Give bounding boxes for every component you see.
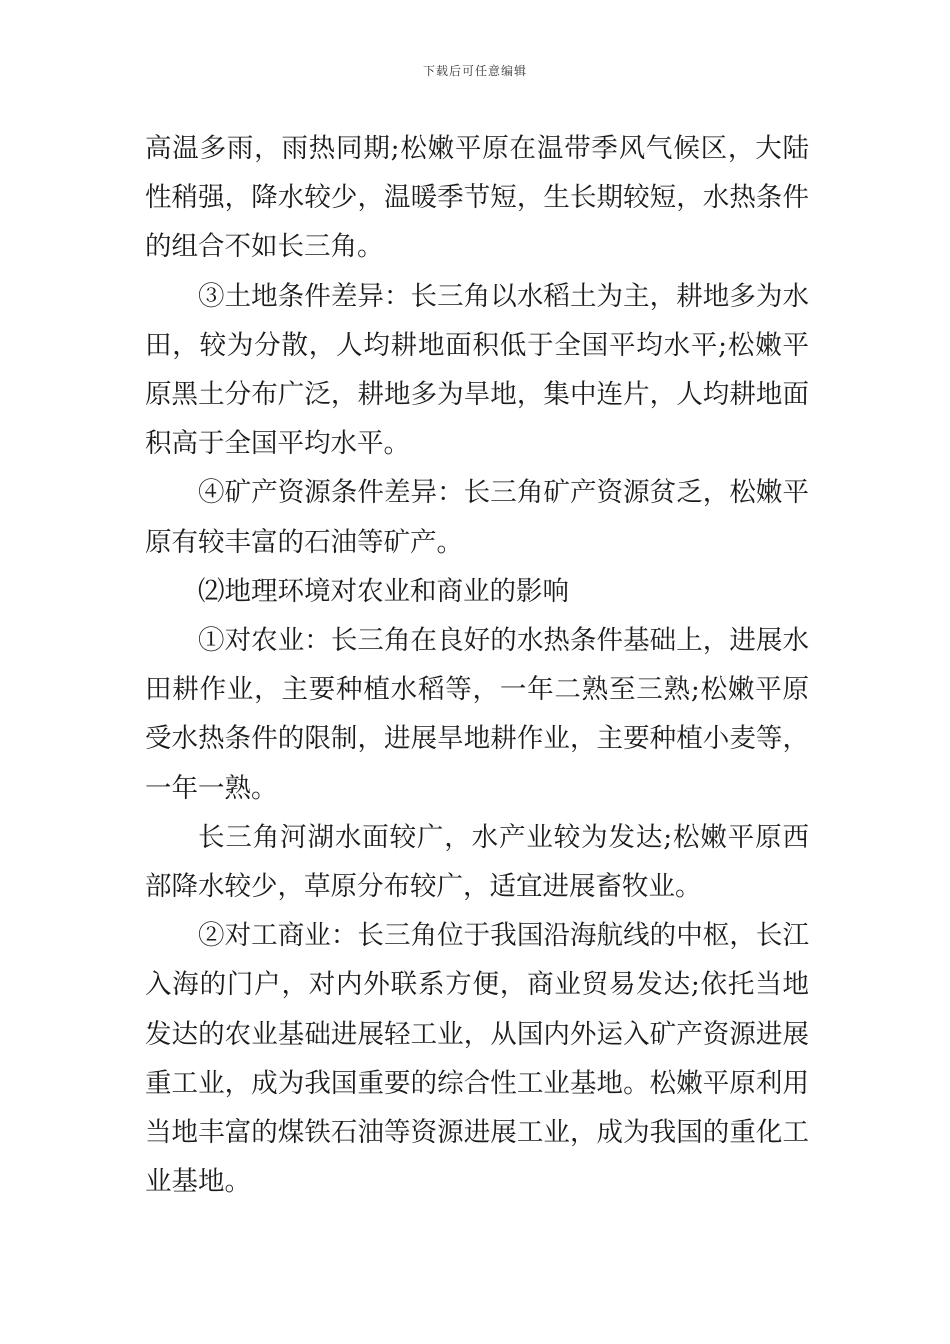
paragraph-fisheries-livestock: 长三角河湖水面较广，水产业较为发达;松嫩平原西部降水较少，草原分布较广，适宜进展畜牧业。 xyxy=(145,821,809,903)
section-heading-impact: ⑵地理环境对农业和商业的影响 xyxy=(198,575,569,607)
paragraph-agriculture: ①对农业：长三角在良好的水热条件基础上，进展水田耕作业，主要种植水稻等，一年二熟至三熟;松嫩平原受水热条件的限制，进展旱地耕作业，主要种植小麦等，一年一熟。 xyxy=(145,625,809,804)
paragraph-mineral-resources: ④矿产资源条件差异：长三角矿产资源贫乏，松嫩平原有较丰富的石油等矿产。 xyxy=(145,477,809,558)
paragraph-industry-commerce: ②对工商业：长三角位于我国沿海航线的中枢，长江入海的门户，对内外联系方便，商业贸易发达;依托当地发达的农业基础进展轻工业，从国内外运入矿产资源进展重工业，成为我国重要的综合性工业基地。松嫩平原利用当地丰富的煤铁石油等资源进展工业，成为我国的重化工业基地。 xyxy=(145,920,809,1198)
paragraph-climate-continued: 高温多雨，雨热同期;松嫩平原在温带季风气候区，大陆性稍强，降水较少，温暖季节短，生长期较短，水热条件的组合不如长三角。 xyxy=(145,133,809,263)
document-body xyxy=(145,124,809,1206)
page-header-note: 下载后可任意编辑 xyxy=(422,64,527,78)
paragraph-land-conditions: ③土地条件差异：长三角以水稻土为主，耕地多为水田，较为分散，人均耕地面积低于全国平均水平;松嫩平原黑土分布广泛，耕地多为旱地，集中连片，人均耕地面积高于全国平均水平。 xyxy=(145,280,809,460)
